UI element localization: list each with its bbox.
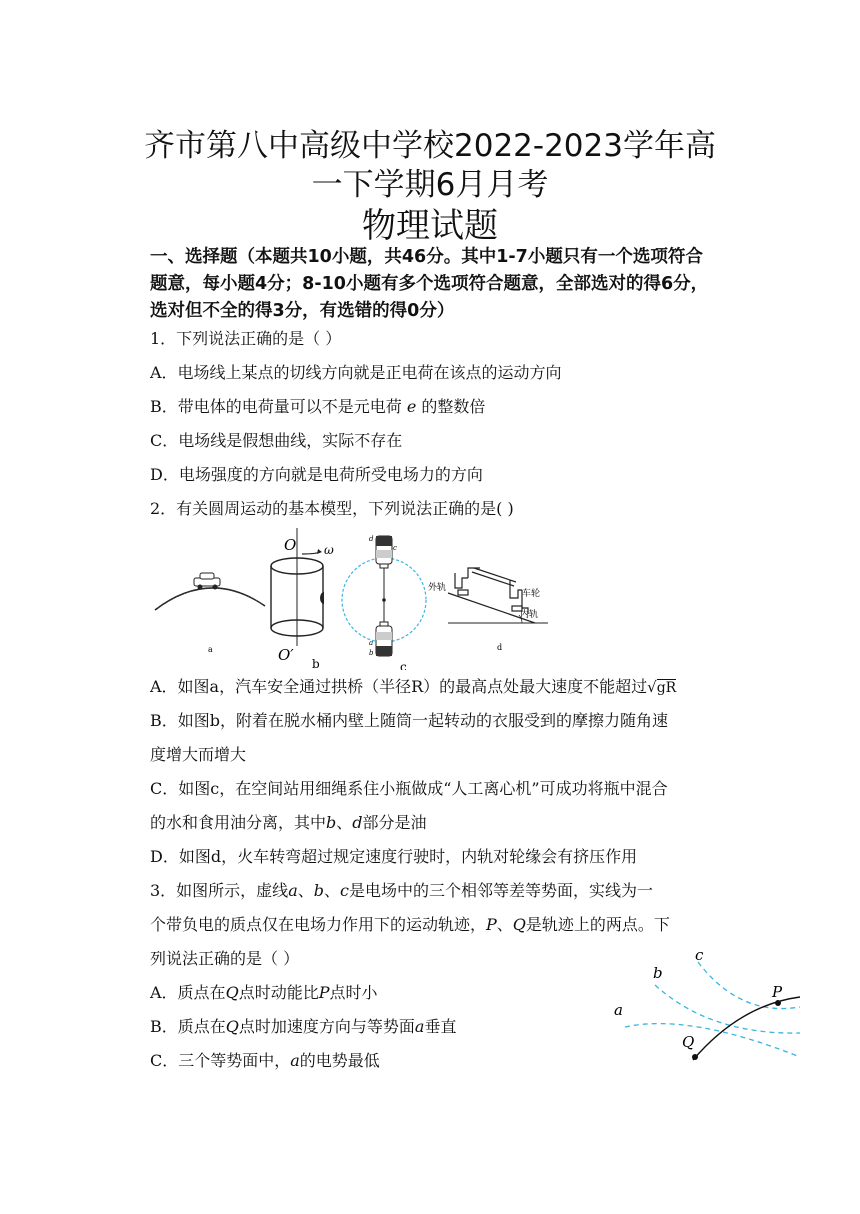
q2-option-d: D．如图d，火车转弯超过规定速度行驶时，内轨对轮缘会有挤压作用 [150,847,638,866]
figure-a-label: a [208,645,213,654]
figure-b-drum [271,528,334,670]
q1-option-b-tail: 的整数倍 [421,397,486,416]
q2-c-tail: 部分是油 [362,813,427,832]
subject-title: 物理试题 [362,206,498,246]
figure-b-label: b [312,657,320,670]
q3-stem2-text: 个带负电的质点仅在电场力作用下的运动轨迹， [150,915,487,934]
q3-a-v1: Q [225,983,239,1002]
q3-stem2-tail: 是轨迹上的两点。下 [525,915,670,934]
q3-var-c: c [340,881,349,900]
car-icon [194,573,220,590]
figure-c-centrifuge [342,535,426,670]
q3-var-b: b [313,881,324,900]
figure-d-rail [428,568,548,652]
sqrt-expr: gR [656,680,677,696]
q3-b-pre: B．质点在 [150,1017,226,1036]
point-Q [692,1054,698,1060]
label-b: b [653,964,663,982]
section-heading: 一、选择题（本题共10小题，共46分。其中1-7小题只有一个选项符合题意，每小题4分；8-10小题有多个选项符合题意，全部选对的得6分，选对但不全的得3分，有选错的得0分） [150,247,709,321]
q1-option-b [150,394,485,417]
q3-c-v1: a [290,1051,300,1070]
bottle-b-label: b [369,649,374,657]
q3-a-pre: A．质点在 [150,983,226,1002]
q1-option-a: A．电场线上某点的切线方向就是正电荷在该点的运动方向 [150,363,562,382]
q2-c-var-b: b [326,813,337,832]
q3-option-c [150,1048,380,1071]
q1-option-b-var: e [406,397,417,416]
q3-c-pre: C．三个等势面中， [150,1051,291,1070]
q3-b-mid: 点时加速度方向与等势面 [238,1017,415,1036]
q3-stem-line1: 3．如图所示，虚线a、b、c是电场中的三个相邻等差等势面，实线为一 [150,881,653,900]
q2-option-c-line1: C．如图c，在空间站用细绳系住小瓶做成“人工离心机”可成功将瓶中混合 [150,779,668,798]
q2-option-b-line2: 度增大而增大 [150,745,247,764]
equipotential-c [698,962,800,1009]
bottle-c-label: c [393,544,397,552]
sqrt-sign: √ [647,678,657,696]
q3-stem-line3: 列说法正确的是（ ） [150,949,300,968]
figure-a-bridge [155,573,265,654]
top-bottle [376,536,392,568]
q3-b-post: 垂直 [424,1017,457,1036]
bottle-a-label: a [369,639,374,647]
q2-figure [150,528,560,670]
q3-b-v2: a [414,1017,425,1036]
q3-option-b [150,1014,456,1037]
bottom-bottle [376,622,392,656]
q3-stem-pre: 3．如图所示，虚线 [150,881,289,900]
wheel-label: 车轮 [522,589,541,599]
title-line-2: 一下学期6月月考 [311,167,549,203]
label-P: P [772,983,783,1001]
figure-d-label: d [497,643,503,652]
outer-rail-label: 外轨 [428,583,447,593]
label-c: c [695,946,704,964]
q3-var-P: P [486,915,497,934]
q2-option-b-line1: B．如图b，附着在脱水桶内壁上随筒一起转动的衣服受到的摩擦力随角速 [150,711,669,730]
axis-bottom-label: O′ [278,646,294,664]
q1-stem: 1．下列说法正确的是（ ） [150,329,342,348]
q3-stem-line2: 个带负电的质点仅在电场力作用下的运动轨迹，P、Q是轨迹上的两点。下 [150,915,670,934]
bottle-d-label: d [369,535,374,543]
q2-option-a-text: A．如图a，汽车安全通过拱桥（半径R）的最高点处最大速度不能超过 [150,677,648,696]
q3-var-Q: Q [512,915,526,934]
q1-option-b-text: B．带电体的电荷量可以不是元电荷 [150,397,402,416]
omega-label: ω [324,543,334,557]
label-Q: Q [682,1033,695,1051]
q2-option-c-line2 [150,810,427,833]
title-line-1: 齐市第八中高级中学校2022-2023学年高 [144,128,716,164]
q3-a-post: 点时小 [329,983,378,1002]
axis-top-label: O [284,536,297,554]
q3-option-a [150,980,377,1003]
q1-option-c: C．电场线是假想曲线，实际不存在 [150,431,403,450]
q3-a-v2: P [318,983,330,1002]
q2-c-sep: 、 [336,813,353,832]
q2-stem: 2．有关圆周运动的基本模型，下列说法正确的是( ) [150,499,514,518]
figure-c-label: c [400,660,407,670]
inner-rail-label: 内轨 [520,610,539,620]
q3-b-v1: Q [225,1017,239,1036]
q2-option-c-text: 的水和食用油分离，其中 [150,813,327,832]
q1-option-d: D．电场强度的方向就是电荷所受电场力的方向 [150,465,483,484]
q3-var-a: a [288,881,298,900]
q3-figure [600,945,805,1070]
q2-option-a [150,674,676,697]
q3-c-mid: 的电势最低 [299,1051,380,1070]
q2-c-var-d: d [352,813,363,832]
label-a: a [614,1001,623,1019]
q3-stem-post: 是电场中的三个相邻等差等势面，实线为一 [348,881,653,900]
q3-a-mid: 点时动能比 [238,983,319,1002]
